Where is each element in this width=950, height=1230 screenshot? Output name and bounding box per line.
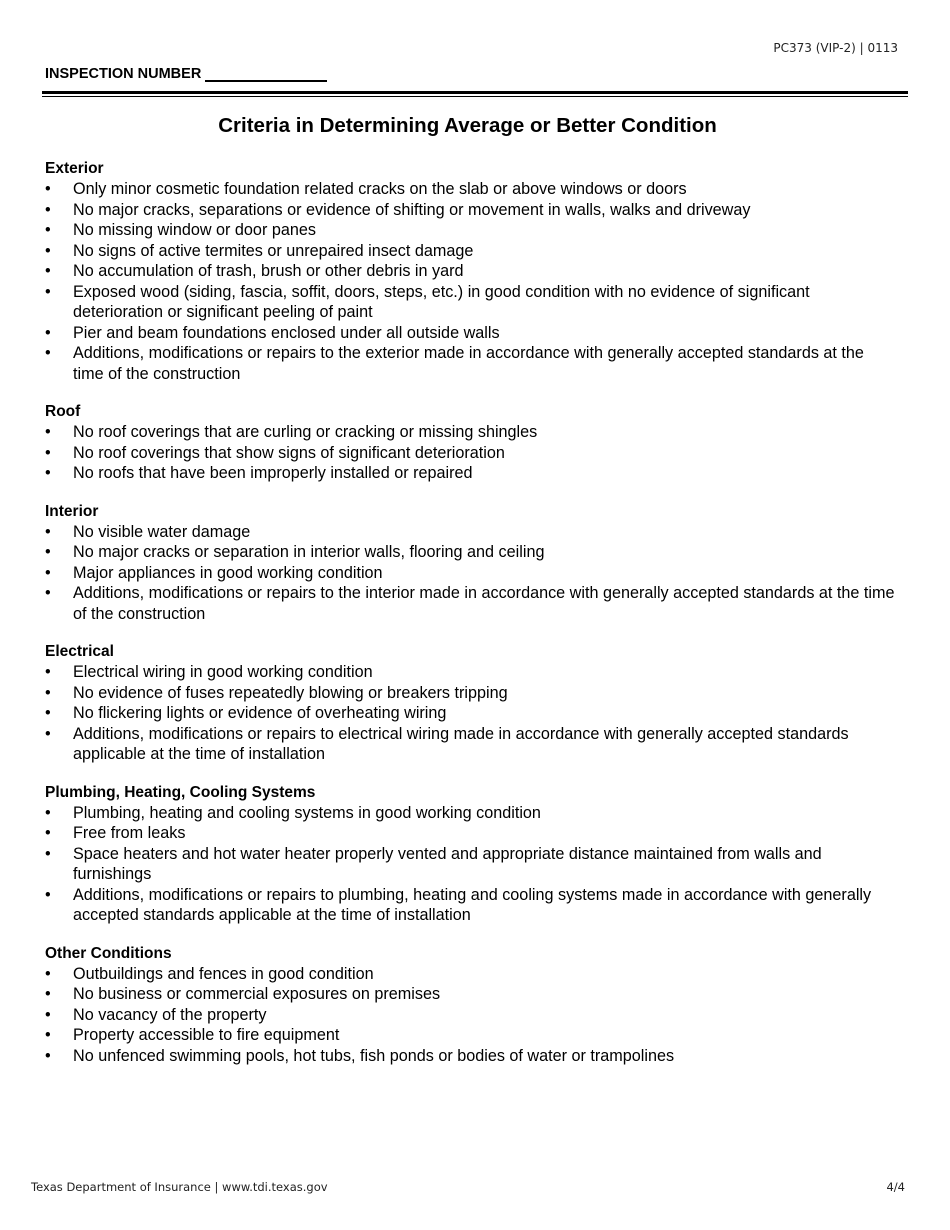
list-item [45,662,895,683]
list-item-text: No accumulation of trash, brush or other debris in yard [73,262,464,280]
list-item [45,282,895,323]
list-item-text: Free from leaks [73,824,186,842]
criteria-list [45,422,895,484]
section-interior [45,502,895,625]
section-title: Electrical [45,643,114,660]
list-item [45,844,895,885]
bullet-icon: • [45,221,51,239]
list-item [45,463,895,484]
list-item [45,885,895,926]
bullet-icon: • [45,985,51,1003]
inspection-number-label: INSPECTION NUMBER [45,66,202,82]
footer-agency: Texas Department of Insurance | www.tdi.texas.gov [31,1180,328,1194]
list-item [45,683,895,704]
bullet-icon: • [45,282,51,301]
criteria-content [45,159,895,1084]
section-title: Roof [45,403,81,420]
bullet-icon: • [45,844,51,863]
list-item-text: Additions, modifications or repairs to the interior made in accordance with generally accepted standards at the time of the construction [73,584,895,623]
list-item [45,261,895,282]
bullet-icon: • [45,200,51,219]
list-item-text: Electrical wiring in good working condition [73,663,373,681]
list-item-text: No visible water damage [73,522,251,541]
list-item [45,1005,895,1026]
list-item [45,241,895,262]
section-electrical [45,642,895,765]
bullet-icon: • [45,663,51,681]
bullet-icon: • [45,1005,51,1024]
list-item [45,343,895,384]
list-item-text: No roofs that have been improperly installed or repaired [73,464,473,482]
list-item [45,220,895,241]
bullet-icon: • [45,180,51,198]
criteria-list [45,964,895,1067]
list-item-text: No roof coverings that are curling or cracking or missing shingles [73,423,538,441]
list-item-text: Space heaters and hot water heater properly vented and appropriate distance maintained from walls and furnishings [73,844,822,883]
list-item [45,703,895,724]
list-item-text: Exposed wood (siding, fascia, soffit, doors, steps, etc.) in good condition with no evidence of significant deterioration or significant peeling of paint [73,282,810,321]
criteria-list [45,662,895,765]
list-item [45,724,895,765]
section-title: Interior [45,502,99,520]
bullet-icon: • [45,464,51,482]
header-rule-thick [42,91,908,94]
list-item [45,323,895,344]
bullet-icon: • [45,885,51,904]
list-item-text: Plumbing, heating and cooling systems in good working condition [73,803,541,822]
bullet-icon: • [45,423,51,441]
list-item [45,823,895,844]
list-item-text: Property accessible to fire equipment [73,1026,340,1044]
list-item [45,1025,895,1046]
section-roof [45,402,895,484]
bullet-icon: • [45,724,51,743]
bullet-icon: • [45,262,51,280]
bullet-icon: • [45,344,51,362]
list-item-text: Major appliances in good working condition [73,563,383,582]
list-item-text: No flickering lights or evidence of overheating wiring [73,704,447,722]
list-item [45,803,895,824]
list-item [45,200,895,221]
list-item-text: No signs of active termites or unrepaired insect damage [73,241,474,260]
list-item-text: No vacancy of the property [73,1005,267,1024]
bullet-icon: • [45,241,51,260]
list-item-text: No major cracks or separation in interior walls, flooring and ceiling [73,543,545,561]
list-item [45,179,895,200]
bullet-icon: • [45,323,51,342]
list-item [45,422,895,443]
page-title: Criteria in Determining Average or Better Condition [218,114,717,137]
bullet-icon: • [45,543,51,561]
list-item-text: Additions, modifications or repairs to plumbing, heating and cooling systems made in accordance with generally accepted standards applicable at the time of installation [73,885,872,924]
section-other-conditions [45,944,895,1067]
bullet-icon: • [45,803,51,822]
list-item-text: No business or commercial exposures on premises [73,985,441,1003]
list-item [45,964,895,985]
list-item [45,984,895,1005]
bullet-icon: • [45,1046,51,1065]
section-title: Plumbing, Heating, Cooling Systems [45,783,316,801]
criteria-list [45,803,895,926]
list-item [45,542,895,563]
list-item-text: No missing window or door panes [73,221,316,239]
list-item-text: Additions, modifications or repairs to the exterior made in accordance with generally accepted standards at the time of the construction [73,344,864,383]
section-title: Other Conditions [45,944,172,962]
section-exterior [45,159,895,384]
list-item-text: No major cracks, separations or evidence of shifting or movement in walls, walks and driveway [73,200,751,219]
list-item-text: Pier and beam foundations enclosed under all outside walls [73,323,500,342]
form-code: PC373 (VIP-2) | 0113 [773,41,898,55]
bullet-icon: • [45,704,51,722]
section-plumbing-heating-cooling-systems [45,783,895,926]
section-title: Exterior [45,160,104,177]
bullet-icon: • [45,683,51,702]
list-item-text: Additions, modifications or repairs to electrical wiring made in accordance with generally accepted standards applicable at the time of installation [73,724,849,763]
bullet-icon: • [45,824,51,842]
list-item [45,522,895,543]
bullet-icon: • [45,584,51,602]
inspection-number-field [45,66,327,82]
bullet-icon: • [45,964,51,983]
list-item [45,1046,895,1067]
criteria-list [45,179,895,384]
list-item [45,443,895,464]
list-item [45,563,895,584]
list-item [45,583,895,624]
list-item-text: Outbuildings and fences in good condition [73,964,374,983]
list-item-text: No unfenced swimming pools, hot tubs, fish ponds or bodies of water or trampolines [73,1046,675,1065]
header-rule-thin [42,96,908,97]
list-item-text: No roof coverings that show signs of significant deterioration [73,443,505,462]
bullet-icon: • [45,443,51,462]
criteria-list [45,522,895,625]
list-item-text: Only minor cosmetic foundation related cracks on the slab or above windows or doors [73,180,687,198]
footer-page-number: 4/4 [886,1180,905,1194]
bullet-icon: • [45,563,51,582]
bullet-icon: • [45,1026,51,1044]
list-item-text: No evidence of fuses repeatedly blowing or breakers tripping [73,683,508,702]
inspection-number-blank[interactable] [205,66,327,82]
bullet-icon: • [45,522,51,541]
